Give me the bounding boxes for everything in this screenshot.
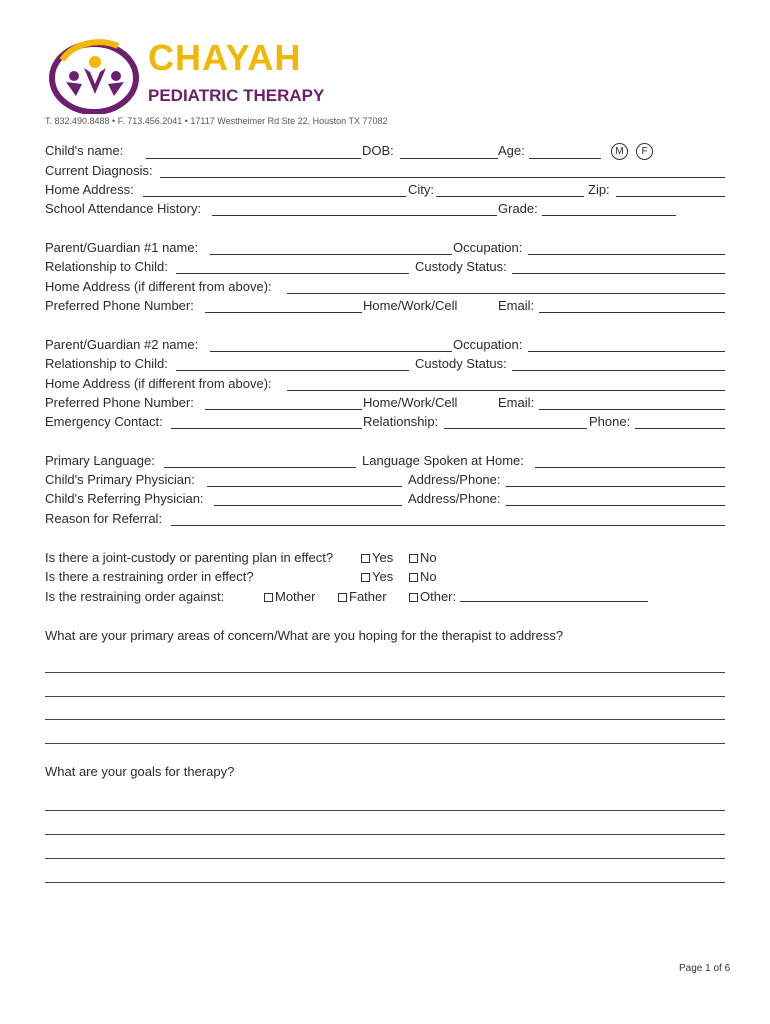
grade-field[interactable] bbox=[542, 215, 676, 216]
school-field[interactable] bbox=[212, 215, 497, 216]
physician-field[interactable] bbox=[207, 486, 402, 487]
p1-email-field[interactable] bbox=[539, 312, 725, 313]
checkbox-icon[interactable] bbox=[264, 593, 273, 602]
yes-label: Yes bbox=[372, 550, 394, 565]
p2-custody-label: Custody Status: bbox=[415, 356, 507, 371]
checkbox-icon[interactable] bbox=[409, 554, 418, 563]
custody-plan-yes[interactable] bbox=[361, 550, 393, 566]
physician-address-label: Address/Phone: bbox=[408, 472, 501, 487]
p2-custody-field[interactable] bbox=[512, 370, 725, 371]
p1-occupation-label: Occupation: bbox=[453, 240, 523, 255]
p2-address-field[interactable] bbox=[287, 390, 725, 391]
brand-name: CHAYAH bbox=[148, 37, 302, 78]
home-language-label: Language Spoken at Home: bbox=[362, 453, 524, 468]
p1-relationship-field[interactable] bbox=[176, 273, 409, 274]
p1-occupation-field[interactable] bbox=[528, 254, 725, 255]
goals-line-2[interactable] bbox=[45, 834, 725, 835]
contact-line: T. 832.490.8488 • F. 713.456.2041 • 17117 Westheimer Rd Ste 22, Houston TX 77082 bbox=[45, 116, 388, 126]
city-label: City: bbox=[408, 182, 434, 197]
p2-occupation-field[interactable] bbox=[528, 351, 725, 352]
referring-field[interactable] bbox=[214, 505, 402, 506]
logo bbox=[48, 38, 143, 114]
restraining-question: Is there a restraining order in effect? bbox=[45, 569, 254, 584]
checkbox-icon[interactable] bbox=[361, 554, 370, 563]
p1-phone-type: Home/Work/Cell bbox=[363, 298, 458, 313]
concerns-question: What are your primary areas of concern/What are you hoping for the therapist to address? bbox=[45, 628, 564, 643]
p2-relationship-label: Relationship to Child: bbox=[45, 356, 168, 371]
against-question: Is the restraining order against: bbox=[45, 589, 225, 604]
p2-email-label: Email: bbox=[498, 395, 535, 410]
other-field[interactable] bbox=[460, 601, 648, 602]
checkbox-icon[interactable] bbox=[338, 593, 347, 602]
concerns-line-2[interactable] bbox=[45, 696, 725, 697]
p2-phone-field[interactable] bbox=[205, 409, 362, 410]
p2-address-label: Home Address (if different from above): bbox=[45, 376, 272, 391]
p2-phone-label: Preferred Phone Number: bbox=[45, 395, 194, 410]
mother-label: Mother bbox=[275, 589, 316, 604]
against-father[interactable] bbox=[338, 589, 387, 605]
physician-address-field[interactable] bbox=[506, 486, 725, 487]
no-label: No bbox=[420, 569, 437, 584]
p2-name-label: Parent/Guardian #2 name: bbox=[45, 337, 199, 352]
p1-email-label: Email: bbox=[498, 298, 535, 313]
dob-label: DOB: bbox=[362, 143, 394, 158]
p2-relationship-field[interactable] bbox=[176, 370, 409, 371]
custody-plan-question: Is there a joint-custody or parenting plan in effect? bbox=[45, 550, 334, 565]
p2-email-field[interactable] bbox=[539, 409, 725, 410]
checkbox-icon[interactable] bbox=[361, 573, 370, 582]
reason-label: Reason for Referral: bbox=[45, 511, 163, 526]
age-field[interactable] bbox=[529, 158, 601, 159]
p1-custody-label: Custody Status: bbox=[415, 259, 507, 274]
p1-name-label: Parent/Guardian #1 name: bbox=[45, 240, 199, 255]
child-name-label: Child's name: bbox=[45, 143, 124, 158]
p1-custody-field[interactable] bbox=[512, 273, 725, 274]
p1-phone-field[interactable] bbox=[205, 312, 362, 313]
logo-mark bbox=[48, 38, 143, 114]
father-label: Father bbox=[349, 589, 387, 604]
diagnosis-label: Current Diagnosis: bbox=[45, 163, 153, 178]
home-address-label: Home Address: bbox=[45, 182, 134, 197]
restraining-no[interactable] bbox=[409, 569, 437, 585]
goals-line-4[interactable] bbox=[45, 882, 725, 883]
p2-name-field[interactable] bbox=[210, 351, 452, 352]
zip-label: Zip: bbox=[588, 182, 610, 197]
against-mother[interactable] bbox=[264, 589, 315, 605]
page-number: Page 1 of 6 bbox=[679, 963, 731, 974]
checkbox-icon[interactable] bbox=[409, 593, 418, 602]
grade-label: Grade: bbox=[498, 201, 538, 216]
concerns-line-1[interactable] bbox=[45, 672, 725, 673]
diagnosis-field[interactable] bbox=[160, 177, 725, 178]
emergency-phone-label: Phone: bbox=[589, 414, 631, 429]
p1-phone-label: Preferred Phone Number: bbox=[45, 298, 194, 313]
school-label: School Attendance History: bbox=[45, 201, 202, 216]
p1-relationship-label: Relationship to Child: bbox=[45, 259, 168, 274]
p1-name-field[interactable] bbox=[210, 254, 452, 255]
brand-subtitle: PEDIATRIC THERAPY bbox=[148, 86, 325, 105]
goals-question: What are your goals for therapy? bbox=[45, 764, 235, 779]
emergency-field[interactable] bbox=[171, 428, 362, 429]
goals-line-3[interactable] bbox=[45, 858, 725, 859]
checkbox-icon[interactable] bbox=[409, 573, 418, 582]
p2-occupation-label: Occupation: bbox=[453, 337, 523, 352]
against-other[interactable] bbox=[409, 589, 456, 605]
p2-phone-type: Home/Work/Cell bbox=[363, 395, 458, 410]
other-label: Other: bbox=[420, 589, 457, 604]
goals-line-1[interactable] bbox=[45, 810, 725, 811]
concerns-line-3[interactable] bbox=[45, 719, 725, 720]
physician-label: Child's Primary Physician: bbox=[45, 472, 195, 487]
restraining-yes[interactable] bbox=[361, 569, 393, 585]
p1-address-label: Home Address (if different from above): bbox=[45, 279, 272, 294]
language-field[interactable] bbox=[164, 467, 356, 468]
emergency-label: Emergency Contact: bbox=[45, 414, 163, 429]
referring-address-field[interactable] bbox=[506, 505, 725, 506]
home-address-field[interactable] bbox=[143, 196, 406, 197]
custody-plan-no[interactable] bbox=[409, 550, 437, 566]
referring-label: Child's Referring Physician: bbox=[45, 491, 204, 506]
zip-field[interactable] bbox=[616, 196, 725, 197]
p1-address-field[interactable] bbox=[287, 293, 725, 294]
age-label: Age: bbox=[498, 143, 525, 158]
emergency-relationship-label: Relationship: bbox=[363, 414, 439, 429]
no-label: No bbox=[420, 550, 437, 565]
concerns-line-4[interactable] bbox=[45, 743, 725, 744]
sex-f-option[interactable]: F bbox=[636, 143, 653, 160]
referring-address-label: Address/Phone: bbox=[408, 491, 501, 506]
dob-field[interactable] bbox=[400, 158, 498, 159]
emergency-relationship-field[interactable] bbox=[444, 428, 587, 429]
child-name-field[interactable] bbox=[146, 158, 361, 159]
sex-m-option[interactable]: M bbox=[611, 143, 628, 160]
city-field[interactable] bbox=[436, 196, 584, 197]
yes-label: Yes bbox=[372, 569, 394, 584]
reason-field[interactable] bbox=[171, 525, 725, 526]
home-language-field[interactable] bbox=[535, 467, 725, 468]
language-label: Primary Language: bbox=[45, 453, 155, 468]
emergency-phone-field[interactable] bbox=[635, 428, 725, 429]
